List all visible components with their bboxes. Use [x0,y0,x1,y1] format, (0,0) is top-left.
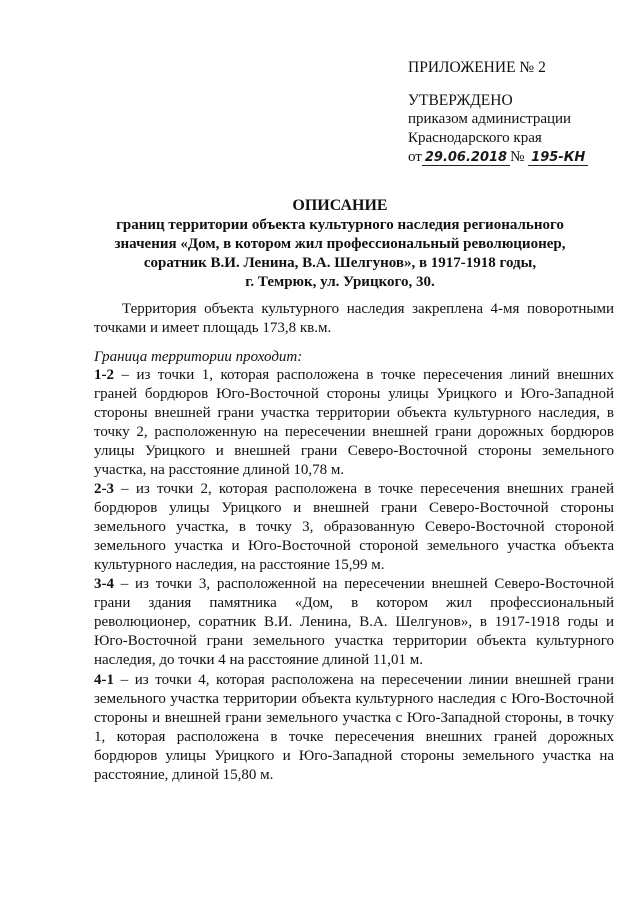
document-title [70,196,610,292]
approval-region-line: Краснодарского края [408,130,542,146]
handwritten-number: 195-КН [528,150,588,166]
handwritten-date: 29.06.2018 [422,150,510,166]
number-prefix: № [510,149,525,165]
date-prefix: от [408,149,422,165]
boundary-label: Граница территории проходит: [94,349,303,365]
approval-date-line [408,148,588,167]
approval-block [408,58,588,167]
boundary-segment-paragraph [94,480,614,575]
approval-order-line: приказом администрации [408,111,572,127]
intro-paragraph: Территория объекта культурного наследия закреплена 4-мя поворотными точками и имеет площадь 173,8 кв.м. [94,301,614,336]
title-line: соратник В.И. Ленина, В.А. Шелгунов», в 1917-1918 годы, [143,255,537,271]
appendix-number: ПРИЛОЖЕНИЕ № 2 [408,59,546,76]
title-line: значения «Дом, в котором жил профессиональный революционер, [114,236,566,252]
segment-text: – из точки 1, которая расположена в точке пересечения линий внешних граней бордюров Юго-Восточной стороны улицы Урицкого и Юго-Западной стороны внешней грани участка территории объекта культурного наследия, в точку 2, расположенную на пересечении внешней грани дорожных бордюров улицы Урицкого и внешней грани Северо-Восточной стороны земельного участка, на расстояние длиной 10,78 м. [94,367,614,478]
approved-stamp-text: УТВЕРЖДЕНО [408,92,513,109]
segment-text: – из точки 2, которая расположена в точке пересечения внешних граней бордюров улицы Урицкого и внешней грани Северо-Восточной стороны земельного участка, в точку 3, образованную Северо-Восточной стороной земельного участка и Юго-Восточной стороной земельного участка объекта культурного наследия, на расстояние 15,99 м. [94,481,614,573]
segment-code: 3-4 [94,576,114,592]
segment-code: 1-2 [94,367,114,383]
title-line: границ территории объекта культурного наследия регионального [116,217,564,233]
segment-code: 2-3 [94,481,114,497]
boundary-segment-paragraph [94,575,614,670]
boundary-segment-paragraph [94,671,614,785]
segment-text: – из точки 3, расположенной на пересечении внешней Северо-Восточной грани здания памятника «Дом, в котором жил профессиональный революционер, соратник В.И. Ленина, В.А. Шелгунов», в 1917-1918 годы и Юго-Восточной грани земельного участка территории объекта культурного наследия, до точки 4 на расстояние длиной 11,01 м. [94,576,614,668]
title-line: г. Темрюк, ул. Урицкого, 30. [245,274,435,290]
boundary-segment-paragraph [94,366,614,480]
title-heading: ОПИСАНИЕ [292,197,388,214]
segment-text: – из точки 4, которая расположена на пересечении линии внешней грани земельного участка территории объекта культурного наследия с Юго-Восточной стороны и внешней грани земельного участка с Юго-Западной стороны, в точку 1, которая расположена в точке пересечения внешних граней дорожных бордюров улицы Урицкого и Юго-Западной стороны земельного участка на расстояние, длиной 15,80 м. [94,672,614,783]
segment-code: 4-1 [94,672,114,688]
